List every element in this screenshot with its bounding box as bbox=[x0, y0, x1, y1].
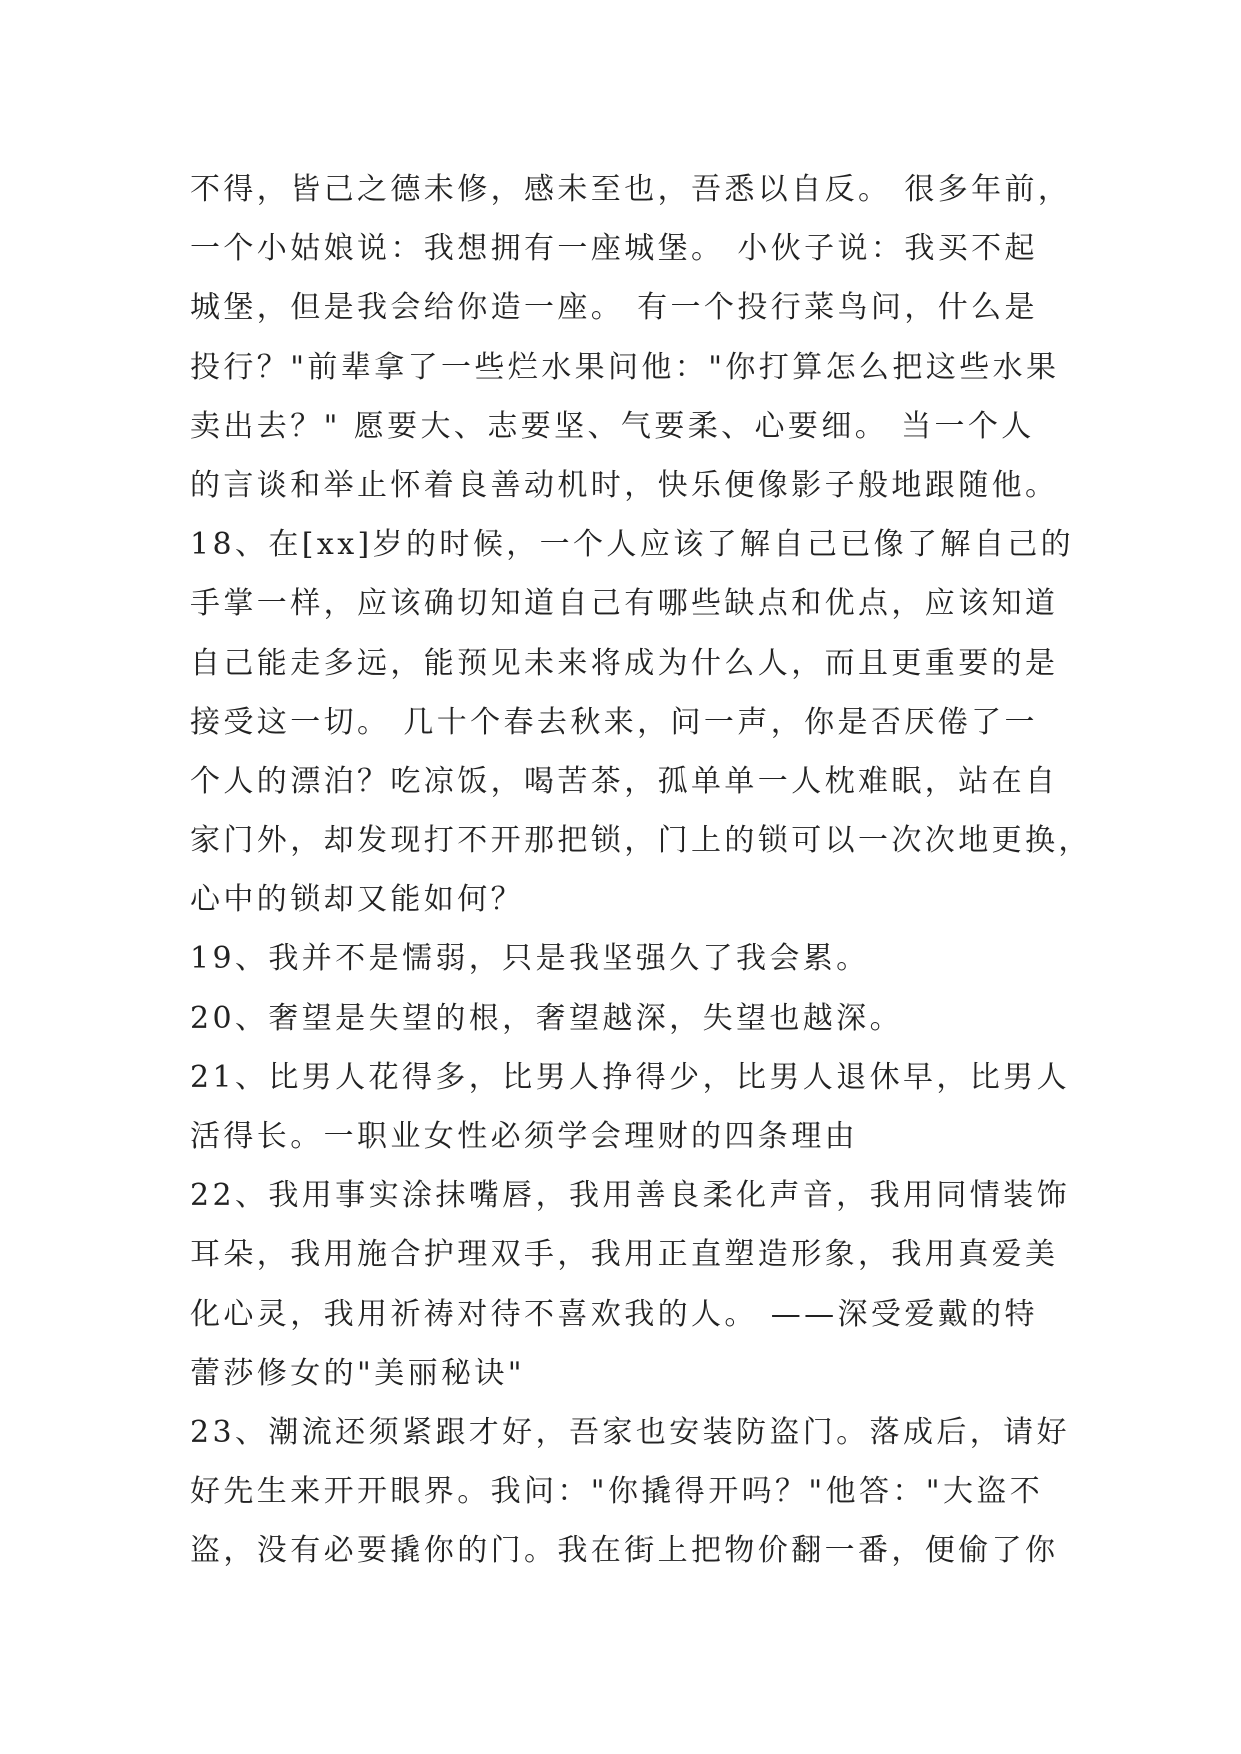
text-line: 接受这一切。 几十个春去秋来，问一声，你是否厌倦了一 bbox=[190, 704, 1038, 740]
text-line: 23、潮流还须紧跟才好，吾家也安装防盗门。落成后，请好 bbox=[190, 1414, 1070, 1450]
text-line: 卖出去？" 愿要大、志要坚、气要柔、心要细。 当一个人 bbox=[190, 408, 1035, 444]
text-line: 21、比男人花得多，比男人挣得少，比男人退休早，比男人 bbox=[190, 1059, 1070, 1095]
text-line: 化心灵，我用祈祷对待不喜欢我的人。 ——深受爱戴的特 bbox=[190, 1296, 1038, 1332]
text-line: 一个小姑娘说：我想拥有一座城堡。 小伙子说：我买不起 bbox=[190, 231, 1038, 267]
text-line: 19、我并不是懦弱，只是我坚强久了我会累。 bbox=[190, 941, 870, 977]
text-line: 盗，没有必要撬你的门。我在街上把物价翻一番，便偷了你 bbox=[190, 1533, 1059, 1569]
text-line: 心中的锁却又能如何？ bbox=[190, 882, 524, 918]
text-line: 20、奢望是失望的根，奢望越深，失望也越深。 bbox=[190, 1000, 903, 1036]
document-body bbox=[190, 160, 1092, 1581]
text-line: 不得，皆己之德未修，感未至也，吾悉以自反。 很多年前， bbox=[190, 172, 1072, 207]
text-line: 个人的漂泊？吃凉饭，喝苦茶，孤单单一人枕难眠，站在自 bbox=[190, 763, 1059, 799]
text-line: 家门外，却发现打不开那把锁，门上的锁可以一次次地更换， bbox=[190, 823, 1092, 859]
text-line: 自己能走多远，能预见未来将成为什么人，而且更重要的是 bbox=[190, 645, 1059, 681]
text-line: 22、我用事实涂抹嘴唇，我用善良柔化声音，我用同情装饰 bbox=[190, 1178, 1070, 1214]
text-line: 蕾莎修女的"美丽秘诀" bbox=[190, 1355, 525, 1391]
text-line: 城堡，但是我会给你造一座。 有一个投行菜鸟问，什么是 bbox=[190, 290, 1038, 326]
text-line: 18、在[xx]岁的时候，一个人应该了解自己已像了解自己的 bbox=[190, 527, 1075, 563]
text-line: 耳朵，我用施合护理双手，我用正直塑造形象，我用真爱美 bbox=[190, 1237, 1059, 1273]
text-line: 手掌一样，应该确切知道自己有哪些缺点和优点，应该知道 bbox=[190, 586, 1059, 622]
text-line: 活得长。一职业女性必须学会理财的四条理由 bbox=[190, 1119, 858, 1154]
text-line: 投行？"前辈拿了一些烂水果问他："你打算怎么把这些水果 bbox=[190, 349, 1060, 385]
text-line: 的言谈和举止怀着良善动机时，快乐便像影子般地跟随他。 bbox=[190, 467, 1059, 503]
text-line: 好先生来开开眼界。我问："你撬得开吗？"他答："大盗不 bbox=[190, 1474, 1044, 1510]
